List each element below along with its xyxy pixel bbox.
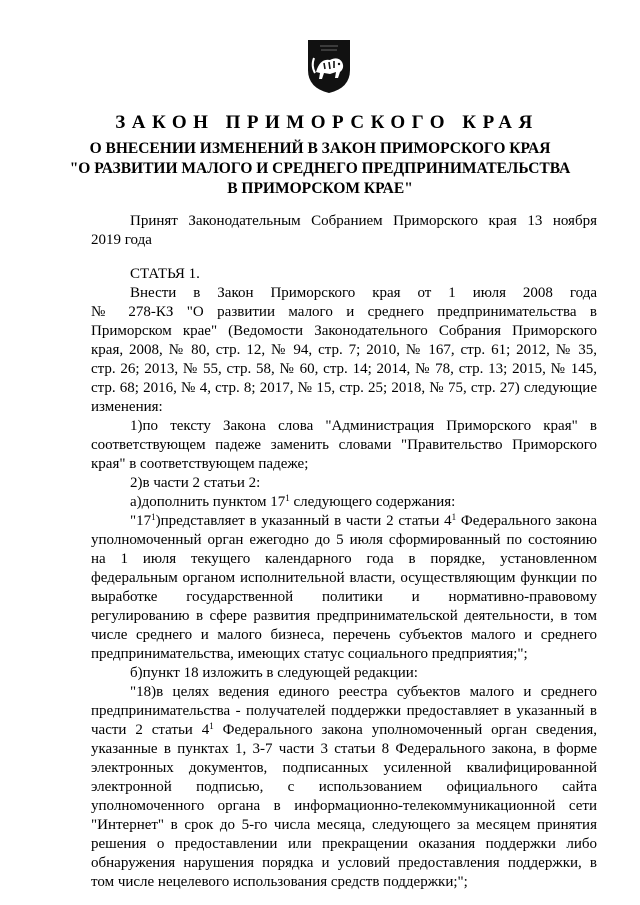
article-line-22: "18)в целях ведения единого реестра субъектов малого и среднего (130, 684, 597, 700)
article-line-26: электронных документов, подписанных усиленной квалифицированной (91, 760, 597, 776)
article-line-5: стр. 26; 2013, № 55, стр. 58, № 60, стр. 14; 2014, № 78, стр. 13; 2015, № 145, (91, 361, 597, 377)
article-line-32: том числе нецелевого использования средств поддержки;"; (91, 874, 468, 890)
article-line-20: предпринимательства, имеющих статус социального предприятия;"; (91, 646, 528, 662)
article-line-27: электронной подписью, с использованием официального сайта (91, 779, 597, 795)
article-line-15: на 1 июля текущего календарного года в порядке, установленном (91, 551, 597, 567)
article-line-7: изменения: (91, 399, 163, 415)
article-line-19: числе среднего и малого бизнеса, перечень субъектов малого и среднего (91, 627, 597, 643)
article-line-25: указанные в пунктах 1, 3-7 части 3 статьи 8 Федерального закона, в форме (91, 741, 597, 757)
article-line-8: 1)по тексту Закона слова "Администрация Приморского края" в (130, 418, 597, 434)
article-line-23: предпринимательства - получателей поддержки предоставляет в указанный в (91, 703, 597, 719)
coat-of-arms-tiger-icon (306, 36, 352, 94)
article-line-30: решения о предоставлении или прекращении оказания поддержки либо (91, 836, 597, 852)
article-line-11: 2)в части 2 статьи 2: (130, 475, 261, 491)
article-line-4: края, 2008, № 80, стр. 12, № 94, стр. 7; 2010, № 167, стр. 61; 2012, № 35, (91, 342, 597, 358)
article-line-24: части 2 статьи $4^1$ Федерального закона уполномоченный орган сведения, (91, 721, 597, 738)
law-subtitle-line-3: В ПРИМОРСКОМ КРАЕ" (227, 180, 413, 197)
article-heading: СТАТЬЯ 1. (130, 266, 200, 282)
article-line-21: б)пункт 18 изложить в следующей редакции: (130, 665, 418, 681)
article-line-14: уполномоченный орган ежегодно до 5 июля сформированный по состоянию (91, 532, 597, 548)
article-line-13: "$17^1)представляет$ в указанный в части 2 статьи $4^1$ Федерального закона (130, 512, 597, 529)
law-title: ЗАКОН ПРИМОРСКОГО КРАЯ (115, 112, 539, 133)
adoption-line-2: 2019 года (91, 232, 152, 248)
article-line-2: № 278-КЗ "О развитии малого и среднего предпринимательства в (91, 304, 597, 320)
adoption-line-1: Принят Законодательным Собранием Приморского края 13 ноября (130, 213, 597, 229)
article-line-12: а)дополнить пунктом $17^1$ следующего содержания: (130, 493, 456, 510)
article-line-9: соответствующем падеже заменить словами "Правительство Приморского (91, 437, 597, 453)
article-line-1: Внести в Закон Приморского края от 1 июля 2008 года (130, 285, 597, 301)
article-line-28: уполномоченного органа в информационно-телекоммуникационной сети (91, 798, 597, 814)
article-line-31: обнаружения нарушения порядка и условий предоставления поддержки, в (91, 855, 597, 871)
article-line-17: выработке государственной политики и нормативно-правовому (91, 589, 597, 605)
law-subtitle-line-1: О ВНЕСЕНИИ ИЗМЕНЕНИЙ В ЗАКОН ПРИМОРСКОГО КРАЯ (89, 140, 551, 157)
article-line-6: стр. 68; 2016, № 4, стр. 8; 2017, № 15, стр. 25; 2018, № 75, стр. 27) следующие (91, 380, 597, 396)
article-line-18: регулированию в сфере развития предпринимательской деятельности, в том (91, 608, 597, 624)
law-subtitle-line-2: "О РАЗВИТИИ МАЛОГО И СРЕДНЕГО ПРЕДПРИНИМАТЕЛЬСТВА (69, 160, 571, 177)
article-line-16: федеральным органом исполнительной власти, осуществляющим функции по (91, 570, 597, 586)
article-line-10: края" в соответствующем падеже; (91, 456, 309, 472)
article-line-3: Приморском крае" (Ведомости Законодательного Собрания Приморского (91, 323, 597, 339)
article-line-29: "Интернет" в срок до 5-го числа месяца, следующего за месяцем принятия (91, 817, 597, 833)
